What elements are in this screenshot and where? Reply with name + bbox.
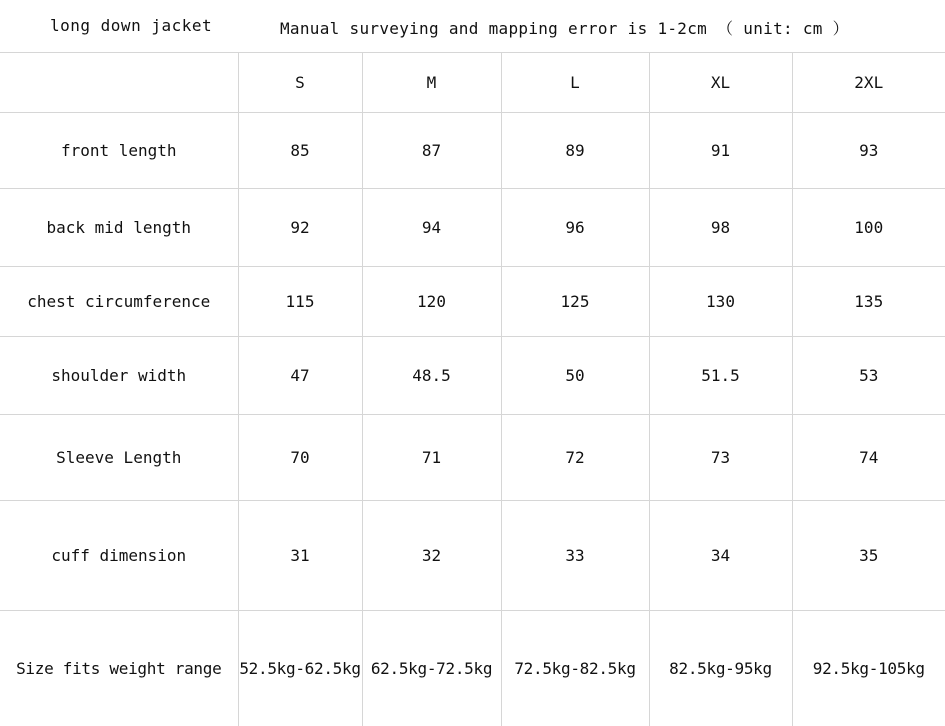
product-title: long down jacket	[50, 16, 213, 35]
table-row	[0, 267, 945, 337]
row-label: back mid length	[0, 189, 238, 267]
table-cell: 72.5kg-82.5kg	[501, 611, 649, 726]
table-cell: 89	[501, 113, 649, 189]
size-header-l: L	[501, 53, 649, 113]
table-row	[0, 611, 945, 726]
table-row	[0, 113, 945, 189]
table-cell: 120	[362, 267, 501, 337]
table-cell: 125	[501, 267, 649, 337]
table-cell: 32	[362, 501, 501, 611]
table-cell: 47	[238, 337, 362, 415]
table-cell: 92	[238, 189, 362, 267]
size-header-row	[0, 53, 945, 113]
table-cell: 91	[649, 113, 792, 189]
table-cell: 33	[501, 501, 649, 611]
size-chart-table	[0, 52, 945, 726]
table-cell: 96	[501, 189, 649, 267]
row-label: chest circumference	[0, 267, 238, 337]
size-header-s: S	[238, 53, 362, 113]
table-cell: 87	[362, 113, 501, 189]
row-label: Sleeve Length	[0, 415, 238, 501]
table-cell: 82.5kg-95kg	[649, 611, 792, 726]
corner-cell	[0, 53, 238, 113]
size-header-m: M	[362, 53, 501, 113]
table-cell: 62.5kg-72.5kg	[362, 611, 501, 726]
table-cell: 53	[792, 337, 945, 415]
table-cell: 48.5	[362, 337, 501, 415]
table-row	[0, 501, 945, 611]
table-cell: 71	[362, 415, 501, 501]
row-label: front length	[0, 113, 238, 189]
table-cell: 35	[792, 501, 945, 611]
header	[0, 0, 945, 52]
table-row	[0, 415, 945, 501]
table-cell: 50	[501, 337, 649, 415]
table-cell: 31	[238, 501, 362, 611]
size-header-2xl: 2XL	[792, 53, 945, 113]
table-cell: 115	[238, 267, 362, 337]
table-cell: 98	[649, 189, 792, 267]
table-row	[0, 337, 945, 415]
table-cell: 72	[501, 415, 649, 501]
table-cell: 51.5	[649, 337, 792, 415]
table-cell: 74	[792, 415, 945, 501]
table-cell: 92.5kg-105kg	[792, 611, 945, 726]
table-cell: 70	[238, 415, 362, 501]
measurement-note: Manual surveying and mapping error is 1-2cm （ unit: cm ）	[280, 19, 849, 38]
row-label: Size fits weight range	[0, 611, 238, 726]
table-cell: 93	[792, 113, 945, 189]
size-header-xl: XL	[649, 53, 792, 113]
table-cell: 73	[649, 415, 792, 501]
table-cell: 52.5kg-62.5kg	[238, 611, 362, 726]
table-cell: 135	[792, 267, 945, 337]
table-cell: 100	[792, 189, 945, 267]
table-row	[0, 189, 945, 267]
table-cell: 130	[649, 267, 792, 337]
table-cell: 85	[238, 113, 362, 189]
table-cell: 94	[362, 189, 501, 267]
table-cell: 34	[649, 501, 792, 611]
row-label: cuff dimension	[0, 501, 238, 611]
row-label: shoulder width	[0, 337, 238, 415]
